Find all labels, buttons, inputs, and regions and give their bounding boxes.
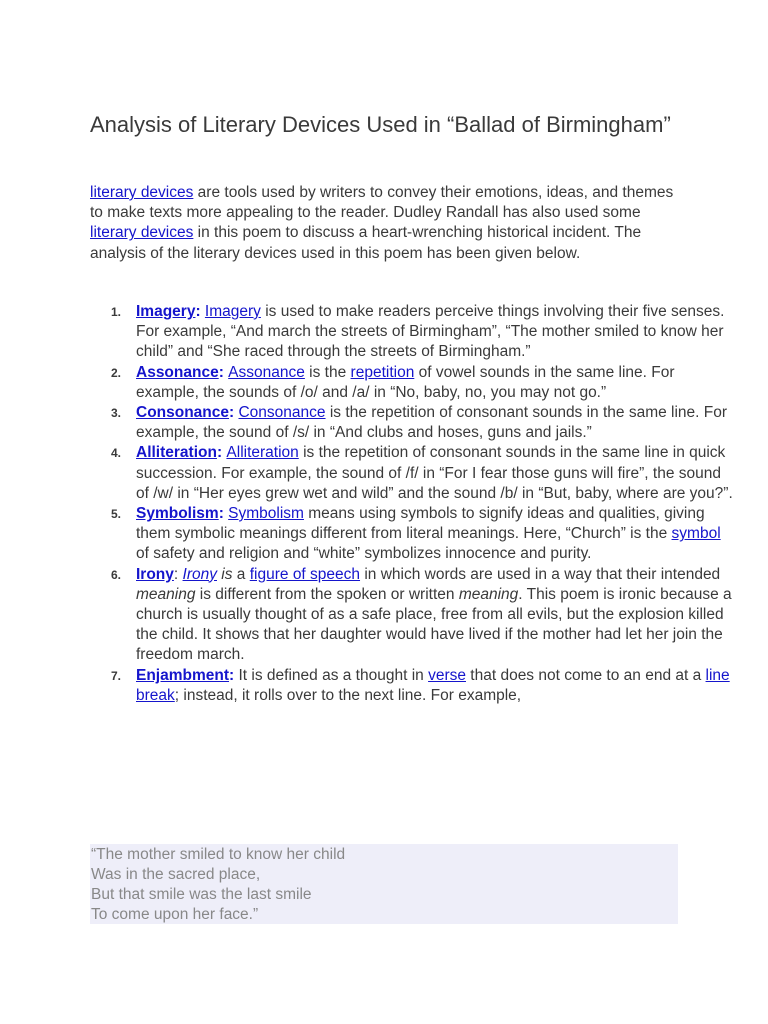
quote-line: But that smile was the last smile	[91, 886, 312, 903]
list-item-enjambment: 7. Enjambment: It is defined as a thought in verse that does not come to an end at a line break; instead, it rolls over to the next line. For example,	[111, 666, 730, 704]
list-number: 5.	[111, 507, 122, 522]
literary-devices-list	[90, 302, 736, 706]
term-symbolism[interactable]: Symbolism	[136, 505, 219, 523]
poem-quote-block	[90, 844, 678, 924]
consonance-link[interactable]: Consonance	[238, 404, 326, 422]
literary-devices-link[interactable]: literary devices	[90, 184, 194, 201]
symbolism-link[interactable]: Symbolism	[228, 505, 304, 523]
irony-link[interactable]	[183, 566, 217, 583]
assonance-link[interactable]: Assonance	[228, 363, 305, 381]
list-item-assonance: 2. Assonance: Assonance is the repetition of vowel sounds in the same line. For example, the sounds of /o/ and /a/ in “No, baby, no, you may not go.”	[111, 363, 675, 401]
figure-of-speech-link[interactable]: figure of speech	[249, 565, 361, 583]
intro-text-1: are tools used by writers to convey their emotions, ideas, and themes to make texts more appealing to the reader. Dudley Randall has also used some	[90, 184, 674, 222]
list-number: 7.	[111, 668, 122, 683]
item-text: is the	[304, 363, 351, 381]
item-text: . This poem is ironic because a church is usually thought of as a safe place, free from all evils, but the explosion killed the child. It shows that her daughter would have lived if the mother had let her join the freedom march.	[136, 585, 732, 664]
page-title: Analysis of Literary Devices Used in “Ballad of Birmingham”	[90, 112, 671, 137]
verse-link[interactable]: verse	[428, 666, 466, 684]
quote-line: To come upon her face.”	[91, 906, 259, 923]
imagery-link[interactable]: Imagery	[204, 303, 261, 320]
item-text: of vowel sounds in the same line. For example, the sounds of /o/ and /a/ in “No, baby, no, you may not go.”	[136, 363, 675, 401]
item-text: that does not come to an end at a	[465, 666, 706, 684]
item-text: in which words are used in a way that their intended	[360, 565, 721, 583]
item-text: is used to make readers perceive things involving their five senses. For example, “And march the streets of Birmingham”, “The mother smiled to know her child” and “She raced through the streets of Birmingham.”	[136, 303, 725, 361]
item-text: means using symbols to signify ideas and qualities, giving them symbolic meanings different from literal meanings. Here, “Church” is the	[136, 505, 705, 543]
list-number: 1.	[111, 305, 122, 319]
item-text: is different from the spoken or written	[195, 585, 459, 603]
term-alliteration[interactable]: Alliteration	[136, 444, 217, 462]
term-assonance[interactable]: Assonance	[136, 363, 219, 381]
literary-devices-link-2[interactable]: literary devices	[90, 224, 194, 242]
item-text: a	[232, 565, 250, 583]
intro-paragraph	[90, 183, 680, 264]
list-item-alliteration: 4. Alliteration: Alliteration is the repetition of consonant sounds in the same line in quick succession. For example, the sound of /f/ in “For I fear those guns will fire”, the sound of /w/ in “Her eyes grew wet and wild” and the sound /b/ in “But, baby, where are you?”.	[111, 444, 733, 502]
item-text-italic: is	[217, 565, 233, 583]
list-number: 6.	[111, 567, 122, 582]
term-imagery[interactable]: Imagery	[136, 303, 196, 320]
term-consonance[interactable]: Consonance	[136, 404, 230, 422]
list-item-consonance: 3. Consonance: Consonance is the repetition of consonant sounds in the same line. For example, the sound of /s/ in “And clubs and hoses, guns and jails.”	[111, 404, 728, 442]
irony-link-text: Irony	[182, 565, 217, 583]
list-number: 2.	[111, 365, 122, 380]
list-item-irony: 6. Irony: Irony is a figure of speech in which words are used in a way that their intended meaning is different from the spoken or written meaning. This poem is ironic because a church is usually thought of as a safe place, free from all evils, but the explosion killed the child. It shows that her daughter would have lived if the mother had let her join the freedom march.	[111, 565, 732, 664]
list-item-imagery: 1. Imagery: Imagery is used to make readers perceive things involving their five senses. For example, “And march the streets of Birmingham”, “The mother smiled to know her child” and “She raced through the streets of Birmingham.”	[111, 303, 725, 361]
intro-text-2: in this poem to discuss a heart-wrenching historical incident. The analysis of the literary devices used in this poem has been given below.	[90, 224, 642, 262]
repetition-link[interactable]: repetition	[350, 363, 415, 381]
item-text: ; instead, it rolls over to the next line. For example,	[174, 686, 522, 704]
quote-line: Was in the sacred place,	[91, 866, 261, 883]
term-irony[interactable]: Irony	[136, 565, 174, 583]
term-enjambment[interactable]: Enjambment	[136, 666, 230, 684]
item-text: It is defined as a thought in	[234, 666, 429, 684]
item-text-italic: meaning	[136, 585, 196, 603]
list-number: 3.	[111, 406, 122, 421]
item-text: is the repetition of consonant sounds in the same line. For example, the sound of /s/ in “And clubs and hoses, guns and jails.”	[136, 404, 728, 442]
list-item-symbolism: 5. Symbolism: Symbolism means using symbols to signify ideas and qualities, giving them symbolic meanings different from literal meanings. Here, “Church” is the symbol of safety and religion and “white” symbolizes innocence and purity.	[111, 505, 721, 563]
item-text-italic: meaning	[458, 585, 519, 603]
item-text: is the repetition of consonant sounds in the same line in quick succession. For example, the sound of /f/ in “For I fear those guns will fire”, the sound of /w/ in “Her eyes grew wet and wild” and the sound /b/ in “But, baby, where are you?”.	[136, 444, 733, 502]
list-number: 4.	[111, 446, 122, 461]
alliteration-link[interactable]: Alliteration	[226, 444, 299, 462]
line-break-link[interactable]: line break	[136, 666, 730, 704]
quote-line: “The mother smiled to know her child	[91, 846, 346, 863]
symbol-link[interactable]: symbol	[671, 525, 721, 543]
item-text: of safety and religion and “white” symbolizes innocence and purity.	[136, 545, 592, 563]
